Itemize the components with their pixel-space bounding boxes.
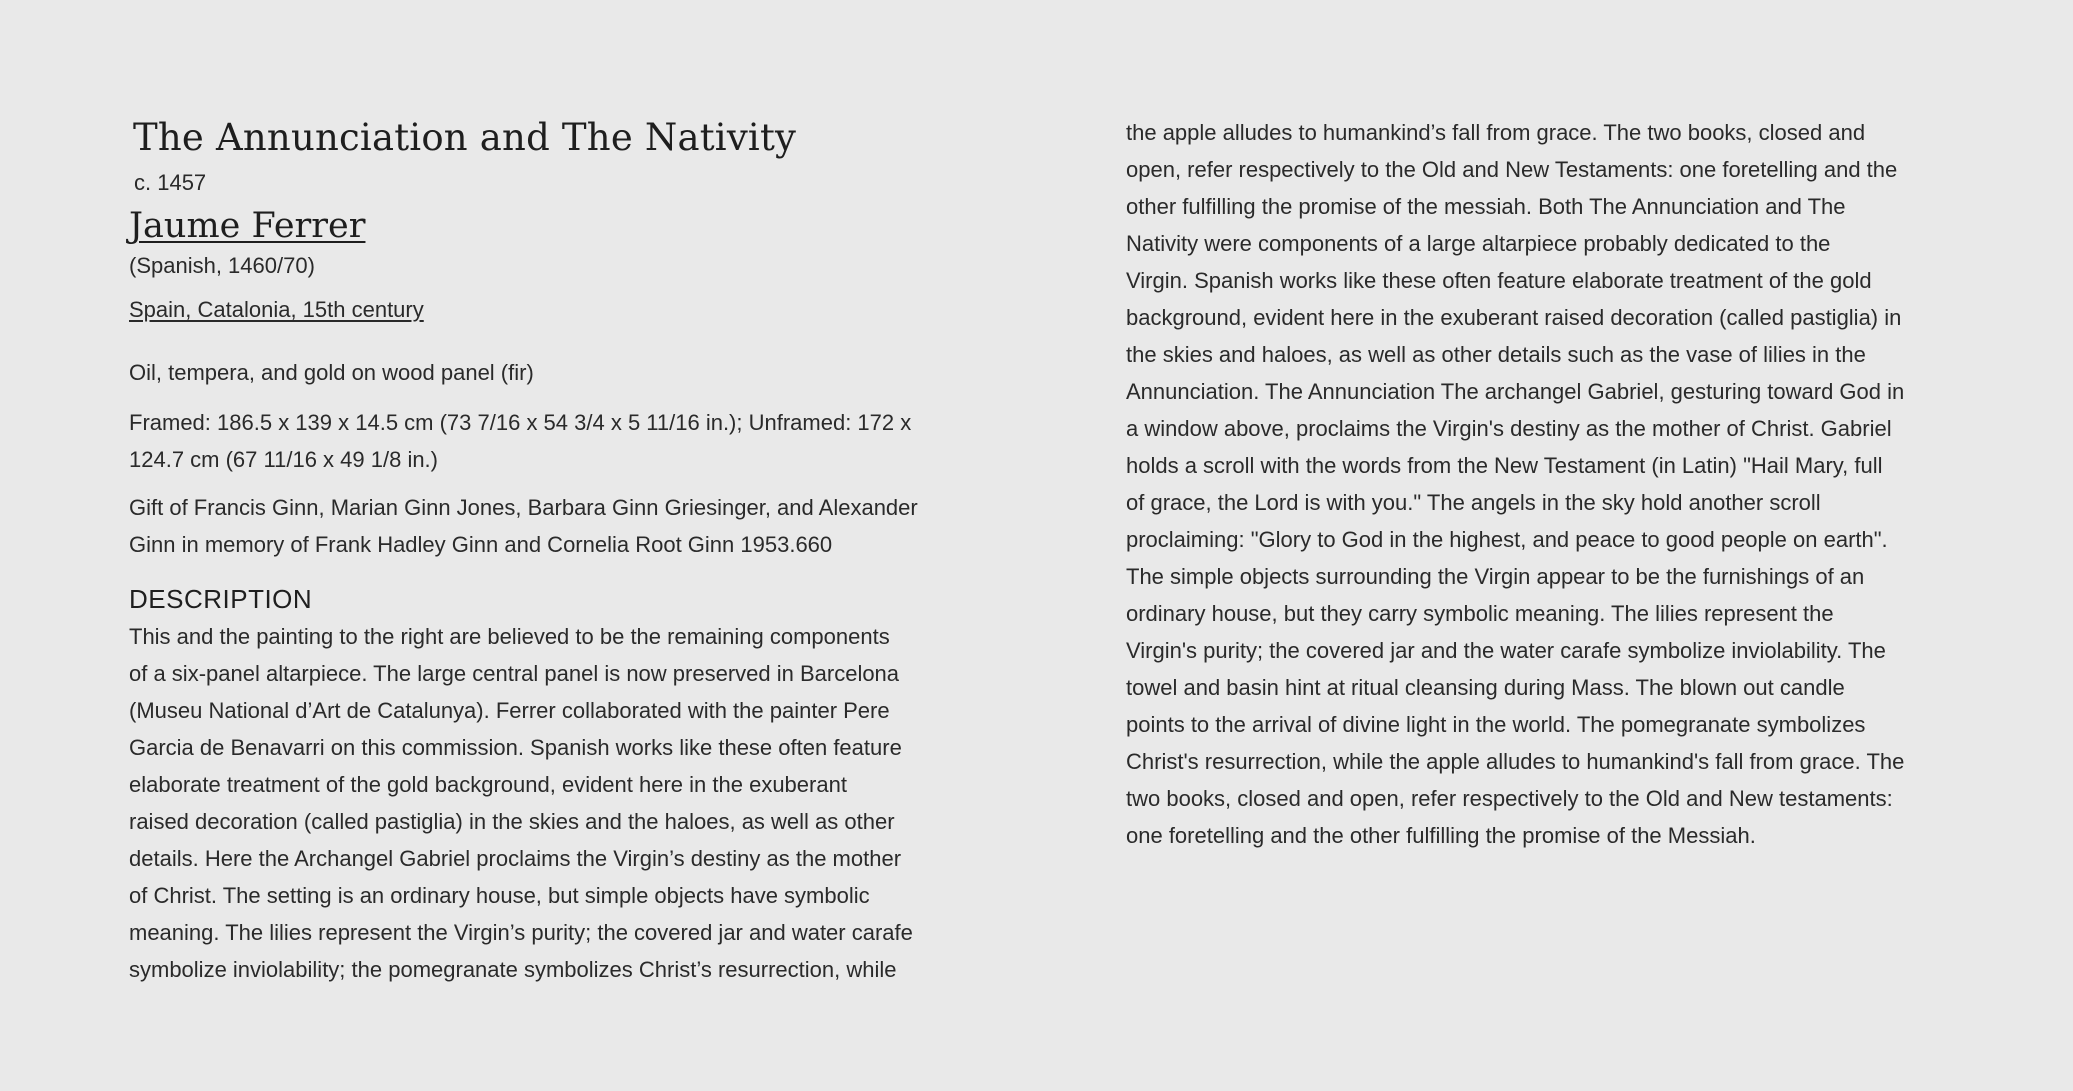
description-line: The simple objects surrounding the Virgin appear to be the furnishings of an: [1126, 564, 1865, 589]
description-line: one foretelling and the other fulfilling the promise of the Messiah.: [1126, 823, 1756, 848]
description-column-right: [1126, 112, 1956, 854]
artwork-info-column: [129, 108, 949, 988]
credit-line-text: Ginn in memory of Frank Hadley Ginn and Cornelia Root Ginn 1953.660: [129, 532, 833, 557]
description-line: This and the painting to the right are believed to be the remaining components: [129, 624, 890, 649]
description-line: the skies and haloes, as well as other details such as the vase of lilies in the: [1126, 342, 1866, 367]
description-line: proclaiming: "Glory to God in the highest, and peace to good people on earth".: [1126, 527, 1888, 552]
artwork-medium: Oil, tempera, and gold on wood panel (fir): [129, 360, 534, 385]
description-line: symbolize inviolability; the pomegranate symbolizes Christ’s resurrection, while: [129, 957, 897, 982]
description-text-left: [129, 618, 949, 988]
artist-nationality: (Spanish, 1460/70): [129, 253, 315, 278]
description-heading: DESCRIPTION: [129, 584, 313, 614]
credit-line-text: Gift of Francis Ginn, Marian Ginn Jones, Barbara Ginn Griesinger, and Alexander: [129, 495, 918, 520]
artist-name-link[interactable]: Jaume Ferrer: [129, 206, 366, 246]
description-line: two books, closed and open, refer respectively to the Old and New testaments:: [1126, 786, 1893, 811]
description-line: Nativity were components of a large altarpiece probably dedicated to the: [1126, 231, 1831, 256]
description-line: Virgin. Spanish works like these often feature elaborate treatment of the gold: [1126, 268, 1872, 293]
description-line: background, evident here in the exuberant raised decoration (called pastiglia) in: [1126, 305, 1902, 330]
description-line: other fulfilling the promise of the messiah. Both The Annunciation and The: [1126, 194, 1846, 219]
description-line: of a six-panel altarpiece. The large central panel is now preserved in Barcelona: [129, 661, 900, 686]
artwork-dimensions: [129, 404, 944, 478]
description-line: Christ's resurrection, while the apple alludes to humankind's fall from grace. The: [1126, 749, 1905, 774]
description-line: Annunciation. The Annunciation The archangel Gabriel, gesturing toward God in: [1126, 379, 1905, 404]
description-line: open, refer respectively to the Old and New Testaments: one foretelling and the: [1126, 157, 1898, 182]
dimensions-line: 124.7 cm (67 11/16 x 49 1/8 in.): [129, 447, 438, 472]
dimensions-line: Framed: 186.5 x 139 x 14.5 cm (73 7/16 x 54 3/4 x 5 11/16 in.); Unframed: 172 x: [129, 410, 912, 435]
description-line: elaborate treatment of the gold background, evident here in the exuberant: [129, 772, 847, 797]
artwork-title: The Annunciation and The Nativity: [133, 116, 797, 159]
description-line: points to the arrival of divine light in the world. The pomegranate symbolizes: [1126, 712, 1866, 737]
description-line: towel and basin hint at ritual cleansing during Mass. The blown out candle: [1126, 675, 1845, 700]
description-line: (Museu National d’Art de Catalunya). Ferrer collaborated with the painter Pere: [129, 698, 890, 723]
description-line: details. Here the Archangel Gabriel proclaims the Virgin’s destiny as the mother: [129, 846, 902, 871]
artwork-date: c. 1457: [134, 170, 207, 195]
description-line: of grace, the Lord is with you." The angels in the sky hold another scroll: [1126, 490, 1821, 515]
description-line: Virgin's purity; the covered jar and the water carafe symbolize inviolability. The: [1126, 638, 1886, 663]
description-line: a window above, proclaims the Virgin's destiny as the mother of Christ. Gabriel: [1126, 416, 1892, 441]
description-line: ordinary house, but they carry symbolic meaning. The lilies represent the: [1126, 601, 1834, 626]
description-line: the apple alludes to humankind’s fall from grace. The two books, closed and: [1126, 120, 1866, 145]
description-line: of Christ. The setting is an ordinary house, but simple objects have symbolic: [129, 883, 870, 908]
description-text-right: [1126, 114, 1946, 854]
description-line: raised decoration (called pastiglia) in the skies and the haloes, as well as other: [129, 809, 895, 834]
culture-link[interactable]: Spain, Catalonia, 15th century: [129, 297, 424, 322]
description-line: holds a scroll with the words from the New Testament (in Latin) "Hail Mary, full: [1126, 453, 1883, 478]
description-line: Garcia de Benavarri on this commission. Spanish works like these often feature: [129, 735, 902, 760]
description-line: meaning. The lilies represent the Virgin’s purity; the covered jar and water carafe: [129, 920, 913, 945]
credit-line: [129, 489, 944, 563]
